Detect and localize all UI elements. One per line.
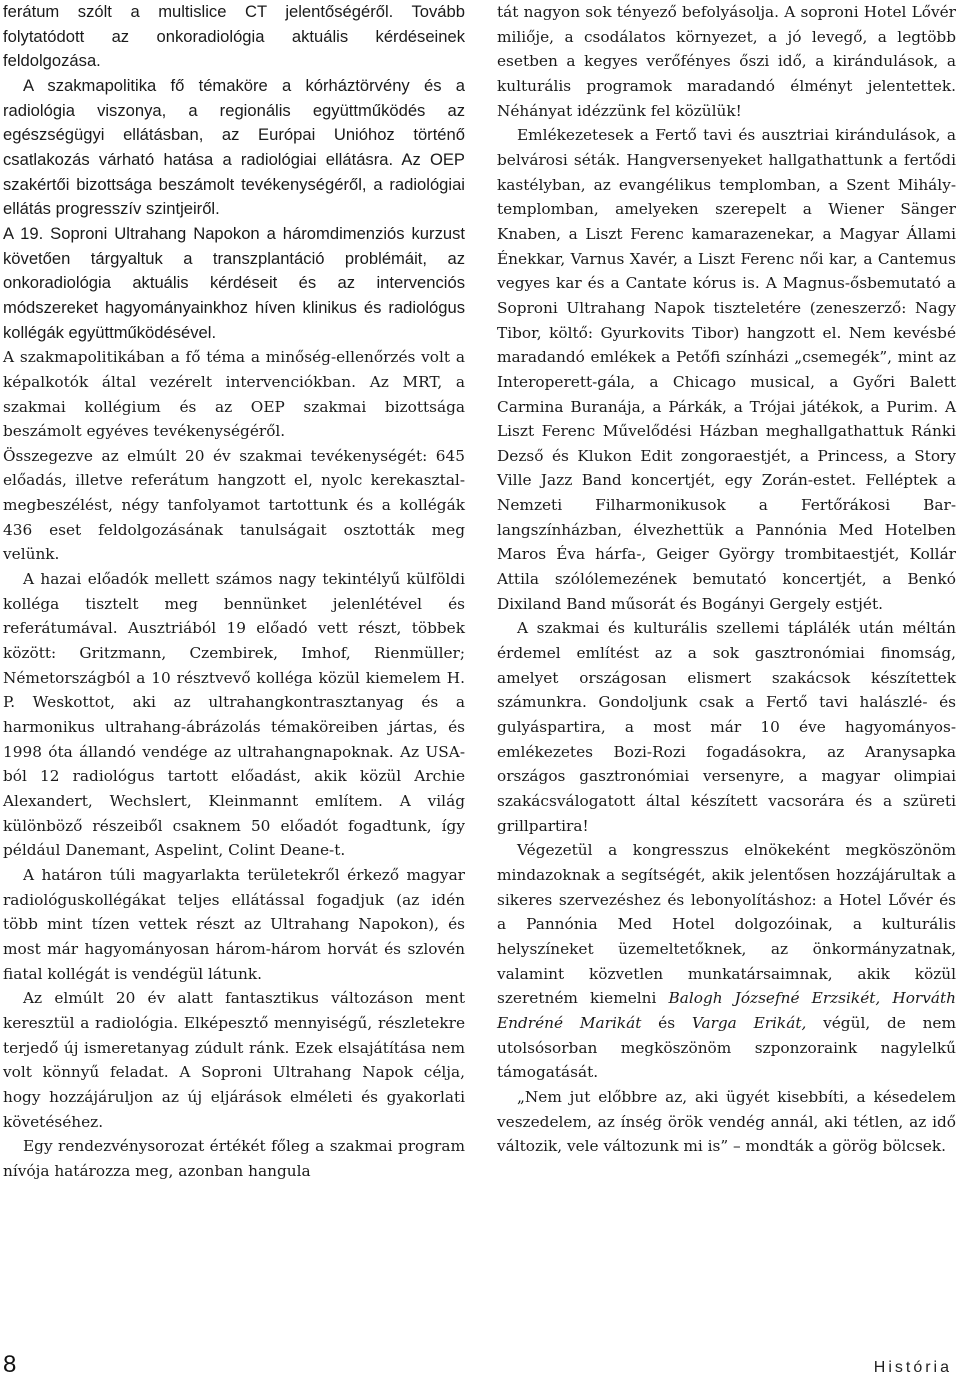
paragraph-text: A szakmai és kulturális szellemi táplálék után méltán érdemel említést az a sok gasztronómiai finomság, amelyet országosan elismert szakácsok készítettek számunkra. Gondoljunk csak a Fertő tavi halászlé- és gulyáspartira, a most már 10 éve hagyományos-emlékezetes Bozi-Rozi fogadásokra, az Aranysapka országos gasztronómiai versenyre, a magyar olimpiai szakácsválogatott által készített vacsorára és a szüreti grillpartira! (497, 619, 956, 835)
right-paragraph (497, 838, 956, 1085)
paragraph-text: „Nem jut előbbre az, aki ügyét kisebbíti, a késedelem veszedelem, az ínség örök vendég annál, aki tétlen, az idő változik, vele változunk mi is” – mondták a görög bölcsek. (497, 1087, 956, 1156)
left-paragraph: Összegezve az elmúlt 20 év szakmai tevékenységét: 645 előadás, illetve referátum hangzott el, nyolc kerekasztal-megbeszélést, négy tanfolyamot tartottunk és a kollégák 436 eset feldolgozásának tanulságait osztották meg velünk. (3, 446, 465, 564)
italic-name-text: Varga Erikát, (691, 1013, 807, 1032)
right-paragraph (497, 0, 956, 123)
right-column (497, 0, 956, 1159)
paragraph-text: végül, de nem utolsósorban megköszönöm szponzoraink nagylelkű támogatását. (497, 1013, 956, 1082)
paragraph-text: tát nagyon sok tényező befolyásolja. A soproni Hotel Lővér miliője, a csodálatos környezet, a jó levegő, a legtöbb esetben a kegyes verőfényes őszi idő, a kirándulások, a kulturális programok maradandó élményt jelentettek. Néhányat idézzünk fel közülük! (497, 3, 956, 120)
paragraph-text: Emlékezetesek a Fertő tavi és ausztriai kirándulások, a belvárosi séták. Hangversenyeket hallgathattunk a fertődi kastélyban, az evangélikus templomban, a Szent Mihály-templomban, amelyeken szerepelt a Wiener Sänger Knaben, a Liszt Ferenc kamarazenekar, a Magyar Állami Énekkar, Varnus Xavér, a Liszt Ferenc női kar, a Cantemus vegyes kar és a Cantate kórus is. A Magnus-ősbemutató a Soproni Ultrahang Napok tiszteletére (zeneszerző: Nagy Tibor, költő: Gyurkovits Tibor) hangzott el. Nem kevésbé maradandó emlékek a Petőfi színházi „csemegék”, mint az Interoperett-gála, a Chicago musical, a Győri Balett Carmina Buranája, a Párkák, a Trójai játékok, a Purim. A Liszt Ferenc Művelődési Házban meghallgathattuk Ránki Dezső és Klukon Edit zongoraestjét, a Princess, a Story Ville Jazz Band koncertjét, egy Zorán-estet. Felléptek a Nemzeti Filharmonikusok a Fertőrákosi Barlangszínházban, élvezhettük a Pannónia Med Hotelben Maros Éva hárfa-, Geiger György trombitaestjét, Kollár Attila szólólemezének bemutató koncertjét, a Benkó Dixiland Band műsorát és Bogányi Gergely estjét. (497, 126, 956, 613)
paragraph-text: Végezetül a kongresszus elnökeként megköszönöm mindazoknak a segítségét, akik jelentősen hozzájárultak a sikeres szervezéshez és lebonyolításhoz: a Hotel Lővér és a Pannónia Med Hotel dolgozóinak, a kulturális helyszíneket üzemeltetőknek, az önkormányzatnak, valamint közvetlen munkatársaimnak, akik közül szeretném kiemelni (497, 841, 956, 1008)
right-paragraph (497, 1085, 956, 1159)
page-number: 8 (3, 1351, 17, 1378)
left-paragraph: A határon túli magyarlakta területekről érkező magyar radiológuskollégákat teljes ellátással fogadjuk (az idén több mint tízen vettek részt az Ultrahang Napokon), és most már hagyományosan három-három horvát és szlovén fiatal kollégát is vendégül látunk. (3, 865, 465, 983)
paragraph-text: és (641, 1013, 692, 1032)
left-paragraph: Egy rendezvénysorozat értékét főleg a szakmai program nívója határozza meg, azonban hangula (3, 1137, 465, 1180)
journal-title: História (873, 1359, 952, 1376)
right-paragraph (497, 616, 956, 838)
left-paragraph: A szakmapolitikában a fő téma a minőség-ellenőrzés volt a képalkotók által vezérelt intervenciókban. Az MRT, a szakmai kollégium és az OEP szakmai bizottsága beszámolt egyéves tevékenységéről. (3, 348, 465, 441)
italic-name-text: Balogh Józsefné Erzsikét, Horváth Endréné Marikát (497, 989, 956, 1032)
left-paragraph: A 19. Soproni Ultrahang Napokon a háromdimenziós kurzust követően tárgyaltuk a transzplantáció problémáit, az onkoradiológia aktuális kérdéseit és az intervenciós módszereket hagyományainkhoz híven klinikus és radiológus kollégák együttműködésével. (3, 223, 465, 342)
left-paragraph: Az elmúlt 20 év alatt fantasztikus változáson ment keresztül a radiológia. Elképesztő mennyiségű, részletekre terjedő új ismeretanyag zúdult ránk. Ezek elsajátítása nem volt könnyű feladat. A Soproni Ultrahang Napok célja, hogy hozzájáruljon az új eljárások elméleti és gyakorlati követéséhez. (3, 989, 465, 1131)
left-paragraph: A hazai előadók mellett számos nagy tekintélyű külföldi kolléga tisztelt meg bennünket jelenlétével és referátumával. Ausztriából 19 előadó vett részt, többek között: Gritzmann, Czembirek, Imhof, Rienmüller; Németországból a 10 résztvevő kolléga közül kiemelem H. P. Weskottot, aki az ultrahangkontrasztanyag és a harmonikus ultrahang-ábrázolás témaköreiben jártas, és 1998 óta állandó vendége az ultrahangnapoknak. Az USA-ból 12 radiológus tartott előadást, akik közül Archie Alexandert, Wechslert, Kleinmannt említem. A világ különböző részeiből csaknem 50 előadót fogadtunk, így például Danemant, Aspelint, Colint Deane-t. (3, 570, 465, 860)
left-paragraph: A szakmapolitika fő témaköre a kórháztörvény és a radiológia viszonya, a regionális együttműködés az egészségügyi ellátásban, az Európai Unióhoz történő csatlakozás várható hatása a radiológiai ellátásra. Az OEP szakértői bizottsága beszámolt tevékenységéről, a radiológiai ellátás progresszív szintjeiről. (3, 75, 465, 219)
left-column (3, 0, 465, 1184)
right-paragraph (497, 123, 956, 616)
left-paragraph: ferátum szólt a multislice CT jelentőségéről. Tovább folytatódott az onkoradiológia aktuális kérdéseinek feldolgozása. (3, 2, 465, 71)
